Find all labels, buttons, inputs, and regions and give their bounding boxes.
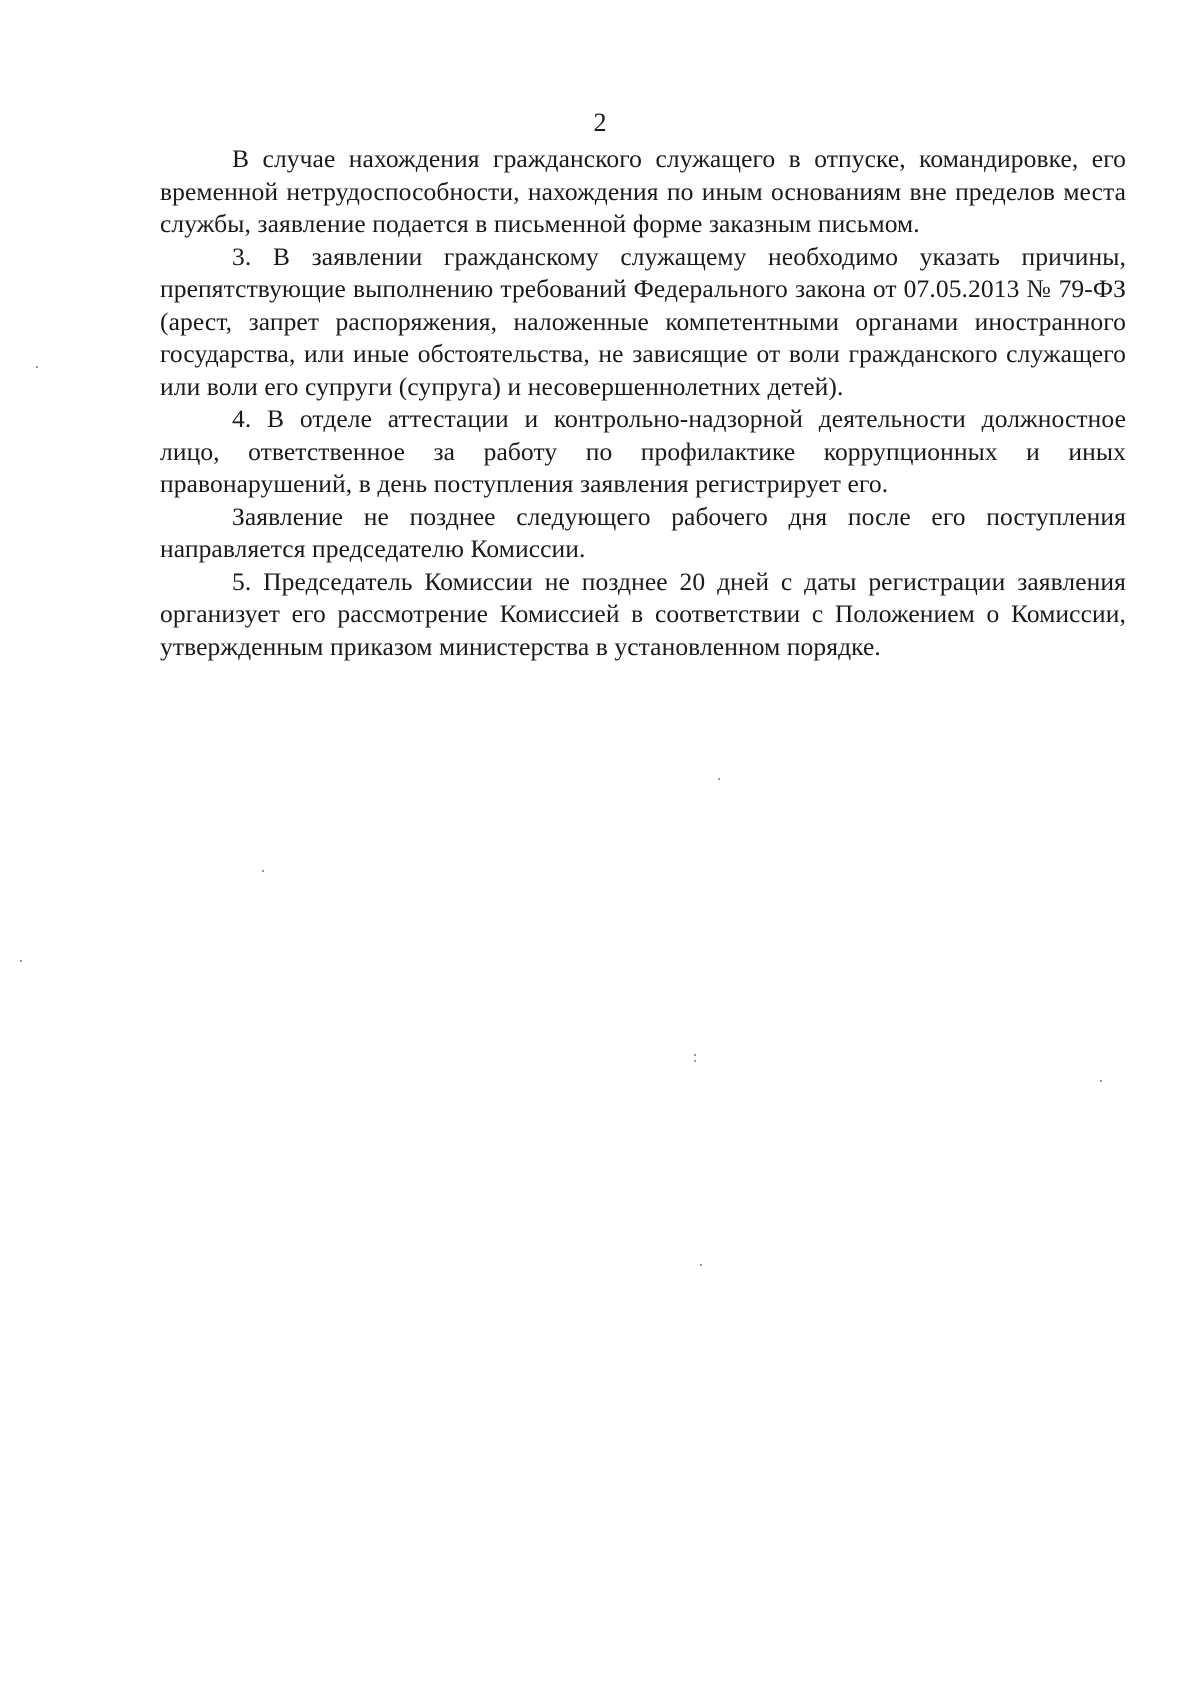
- scan-speck: [694, 1060, 696, 1062]
- document-body: [160, 143, 1126, 663]
- paragraph-forwarding: Заявление не позднее следующего рабочего дня после его поступления направляется председателю Комиссии.: [160, 501, 1126, 563]
- scan-speck: [36, 366, 38, 368]
- scan-speck: [700, 1264, 702, 1266]
- paragraph-4-registration: 4. В отделе аттестации и контрольно-надзорной деятельности должностное лицо, ответственное за работу по профилактике коррупционных и иных правонарушений, в день поступления заявления регистрирует его.: [160, 404, 1126, 498]
- scan-speck: [1100, 1080, 1102, 1082]
- scan-speck: [694, 1054, 696, 1056]
- scan-speck: [262, 870, 264, 872]
- paragraph-absence-submission: В случае нахождения гражданского служащего в отпуске, командировке, его временной нетрудоспособности, нахождения по иным основаниям вне пределов места службы, заявление подается в письменной форме заказным письмом.: [160, 144, 1126, 238]
- scan-speck: [20, 960, 22, 962]
- paragraph-5-review: 5. Председатель Комиссии не позднее 20 дней с даты регистрации заявления организует его рассмотрение Комиссией в соответствии с Положением о Комиссии, утвержденным приказом министерства в установленном порядке.: [160, 566, 1126, 661]
- paragraph-3-reasons: 3. В заявлении гражданскому служащему необходимо указать причины, препятствующие выполнению требований Федерального закона от 07.05.2013 № 79-ФЗ (арест, запрет распоряжения, наложенные компетентными органами иностранного государства, или иные обстоятельства, не зависящие от воли гражданского служащего или воли его супруги (супруга) и несовершеннолетних детей).: [160, 241, 1126, 401]
- scan-speck: [718, 778, 720, 780]
- page-number: 2: [593, 108, 607, 137]
